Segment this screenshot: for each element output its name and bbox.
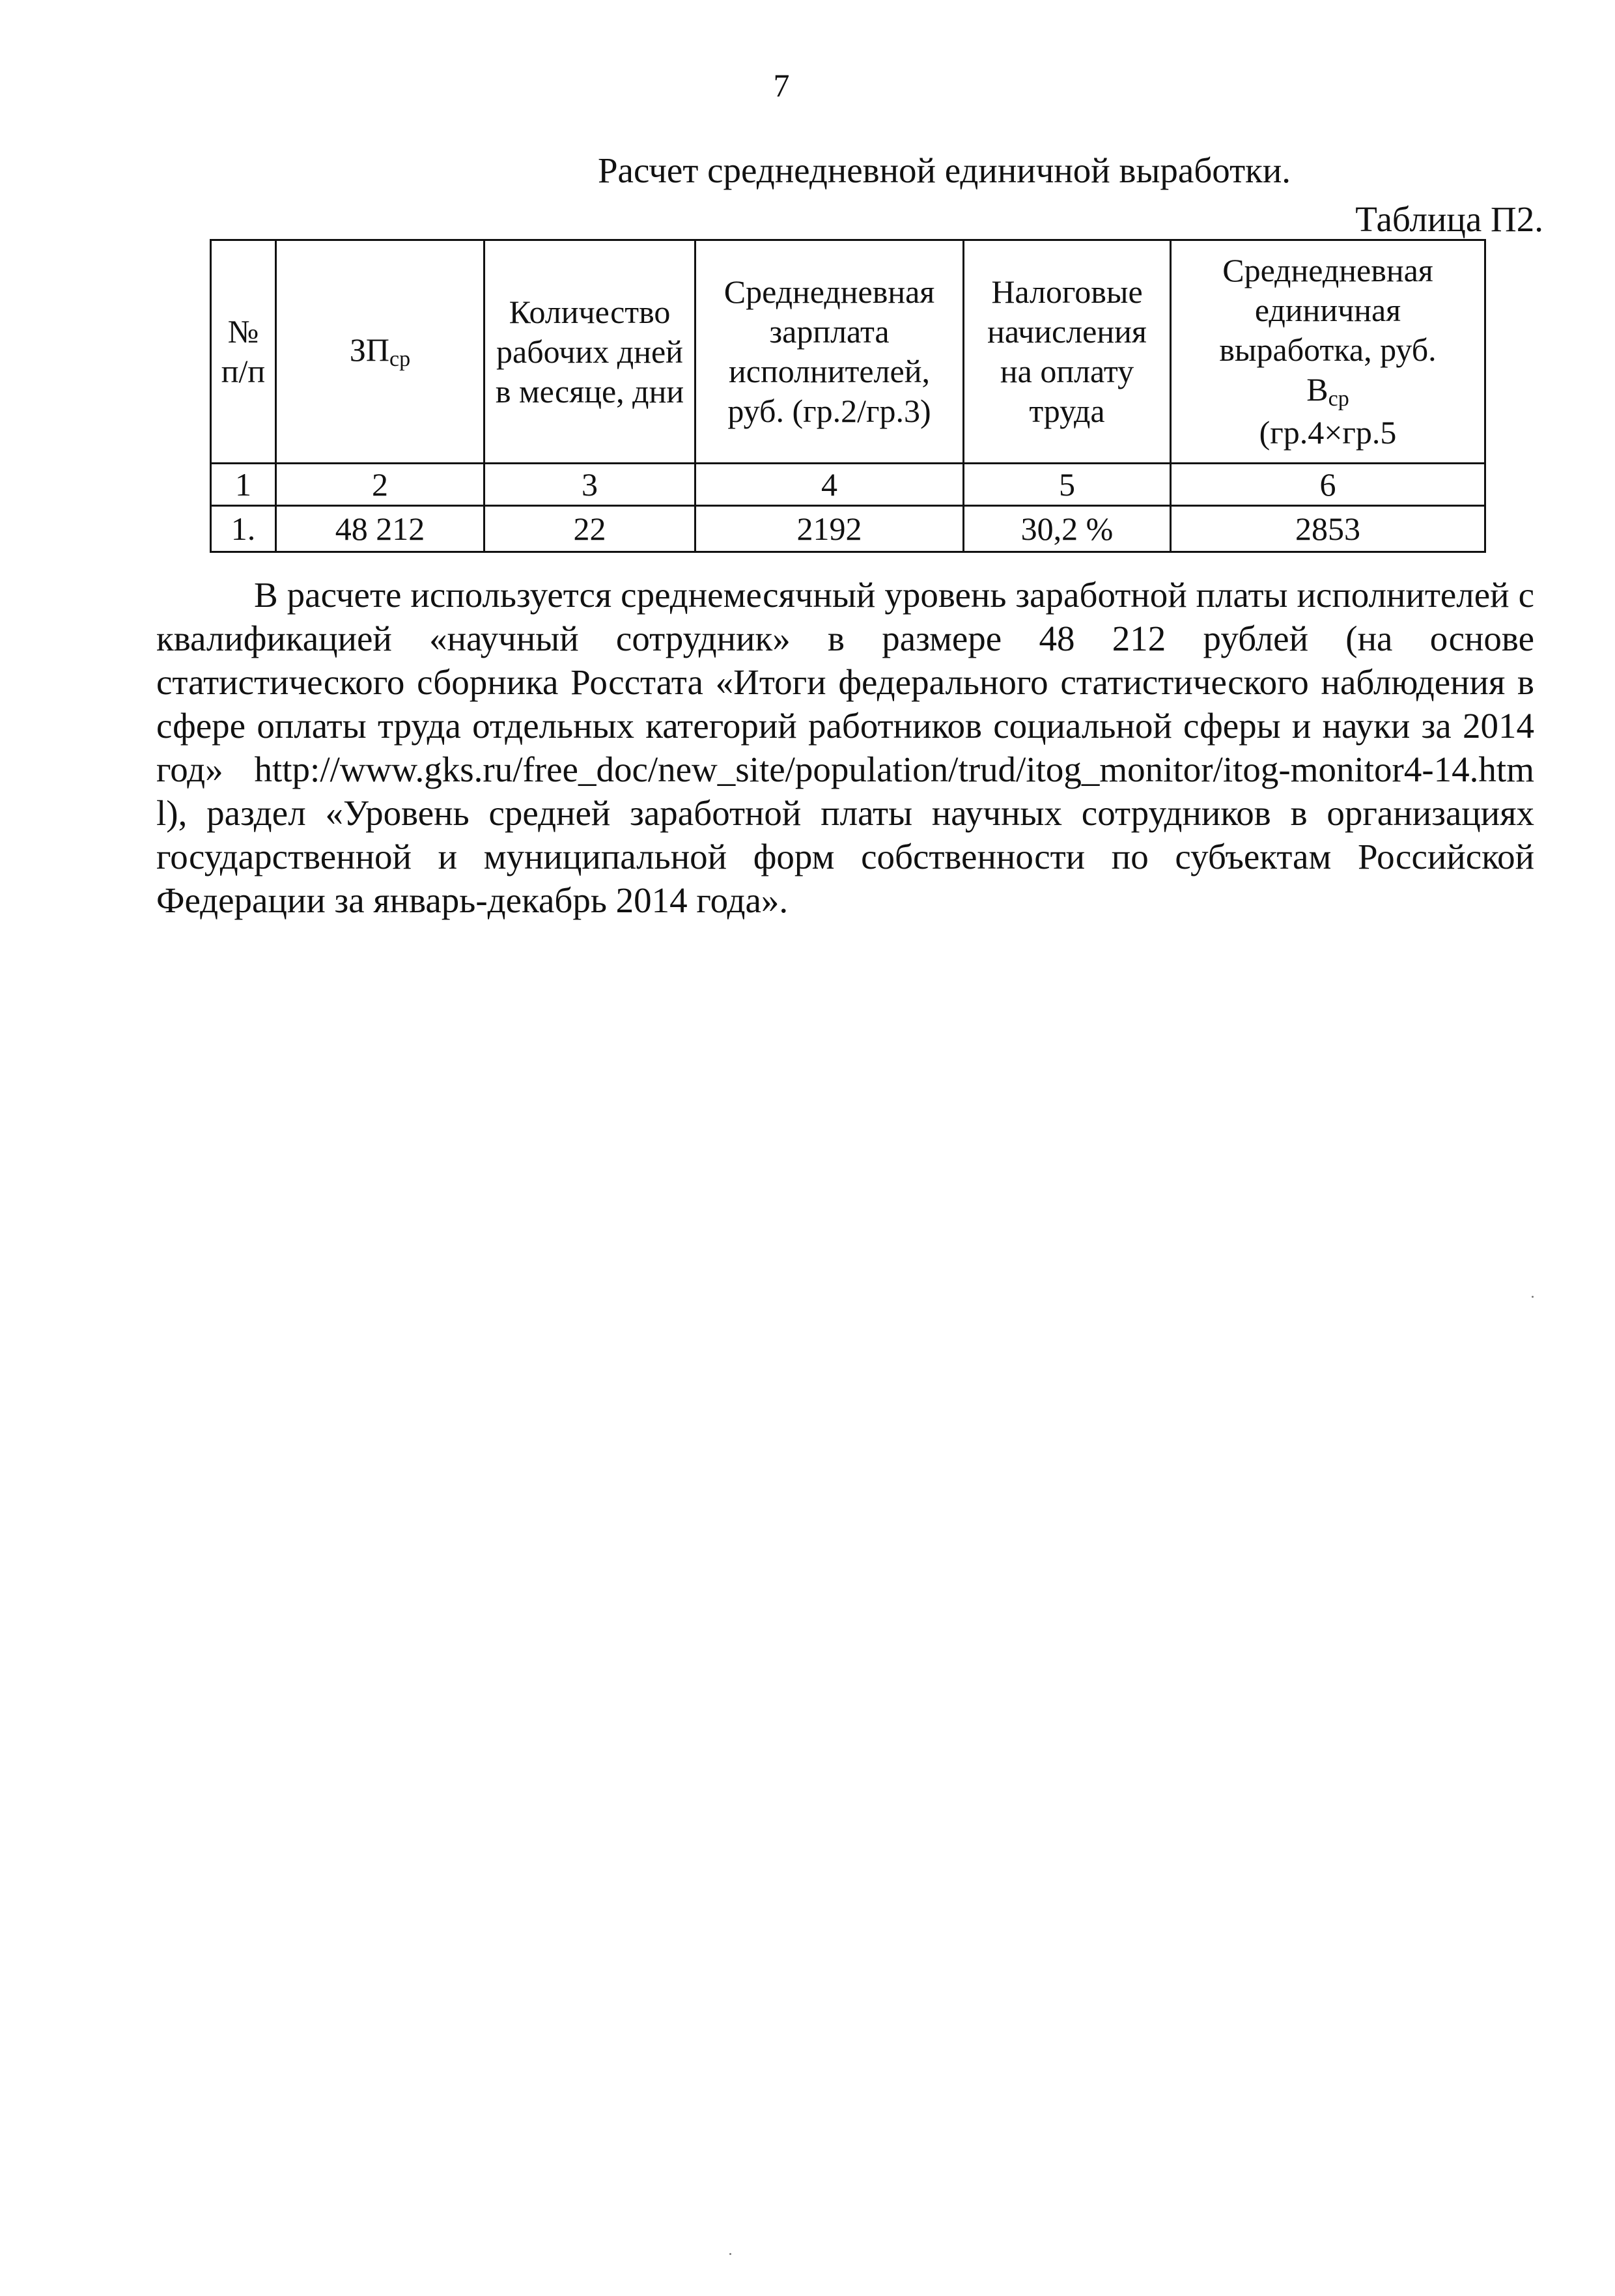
paragraph-text: В расчете используется среднемесячный уровень заработной платы исполнителей с квалификацией «научный сотрудник» в размере 48 212 рублей (на основе статистического сборника Росстата «Итоги федерального статистического наблюдения в сфере оплаты труда отдельных категорий работников социальной сферы и науки за 2014 год» (156, 575, 1534, 789)
body-paragraph (156, 573, 1534, 922)
column-number-cell: 1 (211, 464, 276, 506)
header-cell-tax-charges: Налоговые начисления на оплату труда (964, 240, 1171, 464)
column-number-row (211, 464, 1485, 506)
table-cell: 48 212 (276, 506, 484, 552)
paragraph-text-continued: ), раздел «Уровень средней заработной платы научных сотрудников в организациях государственной и муниципальной форм собственности по субъектам Российской Федерации за январь-декабрь 2014 года». (156, 793, 1534, 920)
page-number: 7 (773, 67, 790, 104)
header-cell-work-days: Количество рабочих дней в месяце, дни (484, 240, 695, 464)
table-header-row (211, 240, 1485, 464)
table-cell: 2192 (695, 506, 964, 552)
table-cell: 1. (211, 506, 276, 552)
column-number-cell: 3 (484, 464, 695, 506)
header-cell-daily-output: Среднедневная единичная выработка, руб. $В_{ср}$ (гр.4×гр.5 (1171, 240, 1485, 464)
column-number-cell: 2 (276, 464, 484, 506)
column-number-cell: 5 (964, 464, 1171, 506)
header-cell-salary: $ЗП_{ср}$ (276, 240, 484, 464)
scan-speck (729, 2253, 731, 2255)
source-url: http://www.gks.ru/free_doc/new_site/population/trud/itog_monitor/itog-monitor4-14.html (156, 749, 1534, 833)
table-row (211, 506, 1485, 552)
scan-speck (1532, 1296, 1534, 1298)
table-cell: 22 (484, 506, 695, 552)
calculation-table (210, 239, 1486, 553)
column-number-cell: 4 (695, 464, 964, 506)
document-title: Расчет среднедневной единичной выработки. (597, 150, 1291, 190)
table-cell: 30,2 % (964, 506, 1171, 552)
header-cell-number: № п/п (211, 240, 276, 464)
column-number-cell: 6 (1171, 464, 1485, 506)
table-cell: 2853 (1171, 506, 1485, 552)
header-cell-daily-salary: Среднедневная зарплата исполнителей, руб. (гр.2/гр.3) (695, 240, 964, 464)
table-caption: Таблица П2. (1355, 199, 1543, 239)
